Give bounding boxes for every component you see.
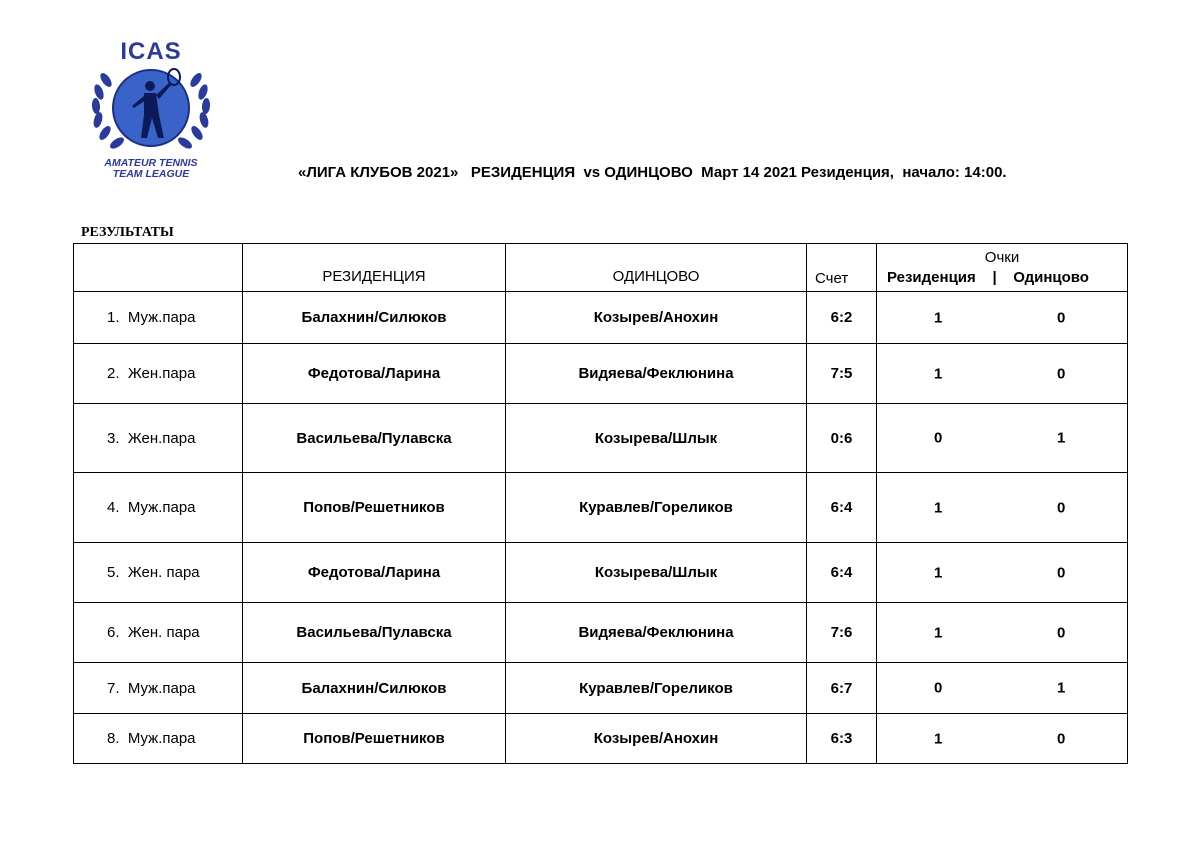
team-b-players: Козырев/Анохин [506,714,807,764]
points-team-a: 1 [934,309,943,326]
match-number: 3. Жен.пара [74,404,243,473]
logo-title: ICAS [120,38,182,65]
match-score: 6:2 [807,292,877,344]
match-number: 4. Муж.пара [74,473,243,543]
logo-subtitle-line1: AMATEUR TENNIS [104,157,198,169]
table-row [74,714,1128,764]
match-score: 7:5 [807,344,877,404]
points-team-b: 0 [1057,730,1066,747]
points-team-a: 1 [934,564,943,581]
team-a-players: Попов/Решетников [243,714,506,764]
table-row [74,543,1128,603]
match-points [877,603,1128,663]
match-points [877,663,1128,714]
points-team-a: 1 [934,499,943,516]
points-team-a: 0 [934,429,943,447]
header-points-sub: Резиденция | Одинцово [887,269,1089,286]
table-row [74,292,1128,344]
table-row [74,404,1128,473]
points-team-b: 1 [1057,429,1066,447]
points-team-a: 1 [934,624,943,641]
team-b-players: Видяева/Феклюнина [506,344,807,404]
header-points [877,244,1128,292]
points-team-b: 0 [1057,624,1066,641]
points-team-b: 1 [1057,679,1066,697]
team-b-players: Козырева/Шлык [506,543,807,603]
table-row [74,663,1128,714]
section-title: РЕЗУЛЬТАТЫ [81,225,174,240]
match-points [877,344,1128,404]
match-number: 7. Муж.пара [74,663,243,714]
points-team-b: 0 [1057,309,1066,326]
team-b-players: Козырев/Анохин [506,292,807,344]
team-b-players: Козырева/Шлык [506,404,807,473]
header-score: Счет [807,244,877,292]
table-row [74,603,1128,663]
match-score: 0:6 [807,404,877,473]
team-a-players: Балахнин/Силюков [243,663,506,714]
team-a-players: Васильева/Пулавска [243,603,506,663]
icas-logo [84,38,218,186]
results-table [73,243,1128,764]
match-score: 6:7 [807,663,877,714]
points-team-b: 0 [1057,499,1066,516]
team-a-players: Балахнин/Силюков [243,292,506,344]
match-score: 6:4 [807,543,877,603]
team-a-players: Федотова/Ларина [243,344,506,404]
header-points-title: Очки [984,249,1020,266]
match-number: 6. Жен. пара [74,603,243,663]
team-b-players: Куравлев/Гореликов [506,663,807,714]
match-header: «ЛИГА КЛУБОВ 2021» РЕЗИДЕНЦИЯ vs ОДИНЦОВО Март 14 2021 Резиденция, начало: 14:00. [298,164,1007,181]
header-team-b: ОДИНЦОВО [506,244,807,292]
match-score: 6:3 [807,714,877,764]
match-number: 1. Муж.пара [74,292,243,344]
points-team-a: 0 [934,679,943,697]
match-points [877,473,1128,543]
points-team-b: 0 [1057,564,1066,581]
team-a-players: Федотова/Ларина [243,543,506,603]
table-row [74,344,1128,404]
points-team-a: 1 [934,730,943,747]
table-row [74,473,1128,543]
team-a-players: Попов/Решетников [243,473,506,543]
team-a-players: Васильева/Пулавска [243,404,506,473]
points-team-b: 0 [1057,365,1066,382]
points-team-a: 1 [934,365,943,382]
match-score: 7:6 [807,603,877,663]
match-points [877,714,1128,764]
match-number: 5. Жен. пара [74,543,243,603]
match-points [877,543,1128,603]
match-score: 6:4 [807,473,877,543]
header-empty-cell [74,244,243,292]
team-b-players: Куравлев/Гореликов [506,473,807,543]
laurel-player-emblem [84,60,218,160]
logo-subtitle-line2: TEAM LEAGUE [112,168,190,180]
match-number: 2. Жен.пара [74,344,243,404]
match-points [877,404,1128,473]
header-team-a: РЕЗИДЕНЦИЯ [243,244,506,292]
match-number: 8. Муж.пара [74,714,243,764]
team-b-players: Видяева/Феклюнина [506,603,807,663]
match-points [877,292,1128,344]
table-header-row [74,244,1128,292]
